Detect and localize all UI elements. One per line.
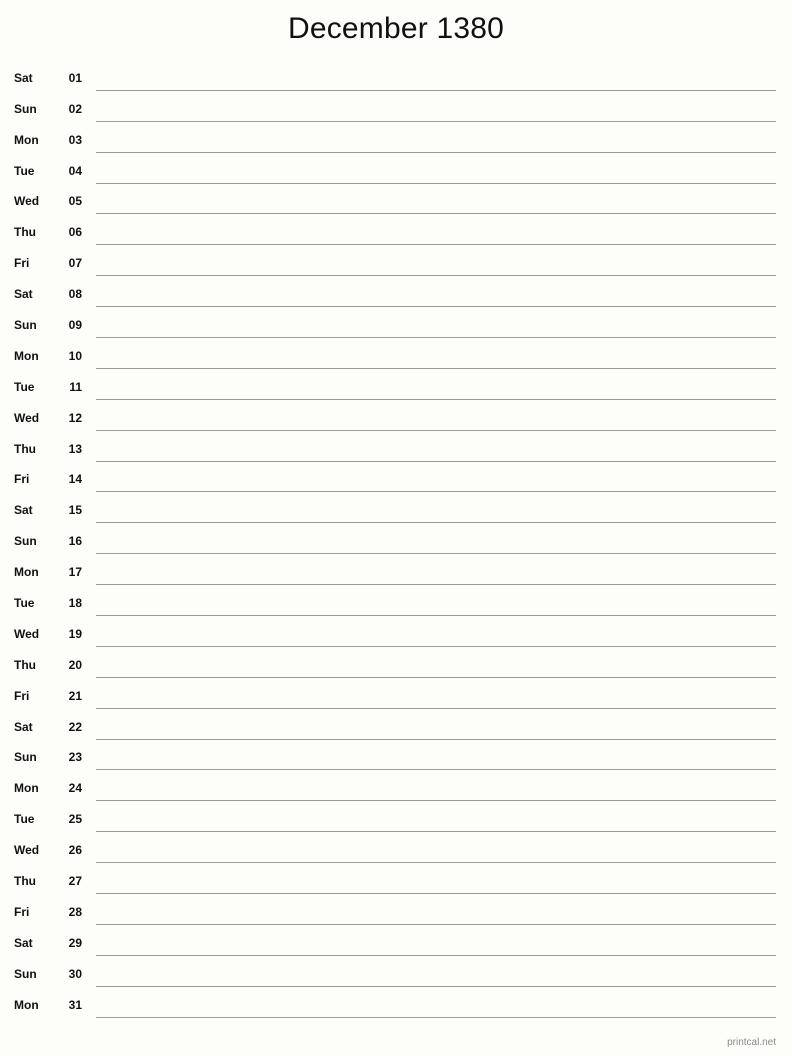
day-of-week-label: Sat [14, 503, 33, 518]
note-write-line[interactable] [96, 863, 776, 894]
day-of-week-label: Wed [14, 194, 40, 209]
day-of-week-label: Sun [14, 534, 37, 549]
day-rows-list [14, 60, 776, 1018]
day-of-week-label: Tue [14, 596, 35, 611]
footer-credit: printcal.net [727, 1037, 776, 1048]
note-write-line[interactable] [96, 523, 776, 554]
day-row [14, 492, 776, 523]
day-number-label: 05 [68, 194, 82, 209]
day-row [14, 770, 776, 801]
day-number-label: 10 [68, 348, 82, 363]
day-number-label: 15 [68, 503, 82, 518]
note-write-line[interactable] [96, 91, 776, 122]
note-write-line[interactable] [96, 709, 776, 740]
day-number-label: 08 [68, 287, 82, 302]
day-number-label: 23 [68, 750, 82, 765]
day-number-label: 28 [68, 904, 82, 919]
note-write-line[interactable] [96, 431, 776, 462]
day-number-label: 07 [68, 256, 82, 271]
day-row [14, 554, 776, 585]
day-number-label: 09 [68, 318, 82, 333]
day-row [14, 245, 776, 276]
day-of-week-label: Mon [14, 565, 39, 580]
day-of-week-label: Thu [14, 874, 36, 889]
day-row [14, 832, 776, 863]
day-of-week-label: Sat [14, 935, 33, 950]
note-write-line[interactable] [96, 184, 776, 215]
day-number-label: 01 [68, 70, 82, 85]
day-row [14, 462, 776, 493]
day-of-week-label: Fri [14, 904, 30, 919]
day-row [14, 122, 776, 153]
day-number-label: 25 [68, 812, 82, 827]
note-write-line[interactable] [96, 554, 776, 585]
day-row [14, 153, 776, 184]
day-row [14, 431, 776, 462]
day-of-week-label: Sat [14, 287, 33, 302]
note-write-line[interactable] [96, 400, 776, 431]
note-write-line[interactable] [96, 153, 776, 184]
day-of-week-label: Mon [14, 132, 39, 147]
day-number-label: 06 [68, 225, 82, 240]
day-of-week-label: Fri [14, 688, 30, 703]
note-write-line[interactable] [96, 585, 776, 616]
day-of-week-label: Tue [14, 379, 35, 394]
day-row [14, 709, 776, 740]
day-number-label: 20 [68, 657, 82, 672]
day-number-label: 14 [68, 472, 82, 487]
note-write-line[interactable] [96, 770, 776, 801]
day-row [14, 184, 776, 215]
day-number-label: 18 [68, 596, 82, 611]
day-number-label: 16 [68, 534, 82, 549]
day-of-week-label: Sat [14, 719, 33, 734]
day-row [14, 987, 776, 1018]
note-write-line[interactable] [96, 122, 776, 153]
day-row [14, 616, 776, 647]
note-write-line[interactable] [96, 245, 776, 276]
note-write-line[interactable] [96, 60, 776, 91]
day-row [14, 740, 776, 771]
note-write-line[interactable] [96, 647, 776, 678]
day-number-label: 22 [68, 719, 82, 734]
note-write-line[interactable] [96, 616, 776, 647]
day-of-week-label: Sat [14, 70, 33, 85]
note-write-line[interactable] [96, 740, 776, 771]
day-of-week-label: Fri [14, 472, 30, 487]
day-row [14, 400, 776, 431]
day-of-week-label: Tue [14, 812, 35, 827]
day-row [14, 276, 776, 307]
day-of-week-label: Sun [14, 966, 37, 981]
day-of-week-label: Mon [14, 781, 39, 796]
day-row [14, 60, 776, 91]
day-number-label: 11 [69, 379, 82, 394]
day-of-week-label: Thu [14, 225, 36, 240]
day-of-week-label: Sun [14, 318, 37, 333]
page-title: December 1380 [287, 12, 505, 45]
day-of-week-label: Tue [14, 163, 35, 178]
day-row [14, 801, 776, 832]
note-write-line[interactable] [96, 832, 776, 863]
note-write-line[interactable] [96, 338, 776, 369]
note-write-line[interactable] [96, 307, 776, 338]
note-write-line[interactable] [96, 956, 776, 987]
day-number-label: 19 [68, 626, 82, 641]
day-number-label: 29 [68, 935, 82, 950]
day-row [14, 925, 776, 956]
day-number-label: 03 [68, 132, 82, 147]
day-number-label: 13 [68, 441, 82, 456]
day-row [14, 523, 776, 554]
day-row [14, 678, 776, 709]
day-number-label: 17 [68, 565, 82, 580]
note-write-line[interactable] [96, 369, 776, 400]
day-number-label: 24 [68, 781, 82, 796]
day-of-week-label: Wed [14, 626, 40, 641]
day-row [14, 956, 776, 987]
day-of-week-label: Thu [14, 441, 36, 456]
day-row [14, 894, 776, 925]
day-row [14, 307, 776, 338]
day-number-label: 21 [68, 688, 82, 703]
day-of-week-label: Thu [14, 657, 36, 672]
day-number-label: 04 [68, 163, 82, 178]
note-write-line[interactable] [96, 276, 776, 307]
note-write-line[interactable] [96, 987, 776, 1018]
note-write-line[interactable] [96, 462, 776, 493]
day-row [14, 863, 776, 894]
note-write-line[interactable] [96, 678, 776, 709]
day-row [14, 91, 776, 122]
day-number-label: 02 [68, 101, 82, 116]
day-of-week-label: Sun [14, 750, 37, 765]
day-of-week-label: Mon [14, 997, 39, 1012]
day-number-label: 26 [68, 843, 82, 858]
note-write-line[interactable] [96, 925, 776, 956]
day-of-week-label: Mon [14, 348, 39, 363]
day-row [14, 214, 776, 245]
day-of-week-label: Sun [14, 101, 37, 116]
day-number-label: 31 [68, 997, 82, 1012]
day-of-week-label: Wed [14, 843, 40, 858]
note-write-line[interactable] [96, 801, 776, 832]
day-of-week-label: Fri [14, 256, 30, 271]
day-row [14, 338, 776, 369]
note-write-line[interactable] [96, 492, 776, 523]
day-of-week-label: Wed [14, 410, 40, 425]
note-write-line[interactable] [96, 214, 776, 245]
day-row [14, 585, 776, 616]
day-number-label: 27 [68, 874, 82, 889]
day-row [14, 369, 776, 400]
day-number-label: 12 [68, 410, 82, 425]
note-write-line[interactable] [96, 894, 776, 925]
day-row [14, 647, 776, 678]
day-number-label: 30 [68, 966, 82, 981]
